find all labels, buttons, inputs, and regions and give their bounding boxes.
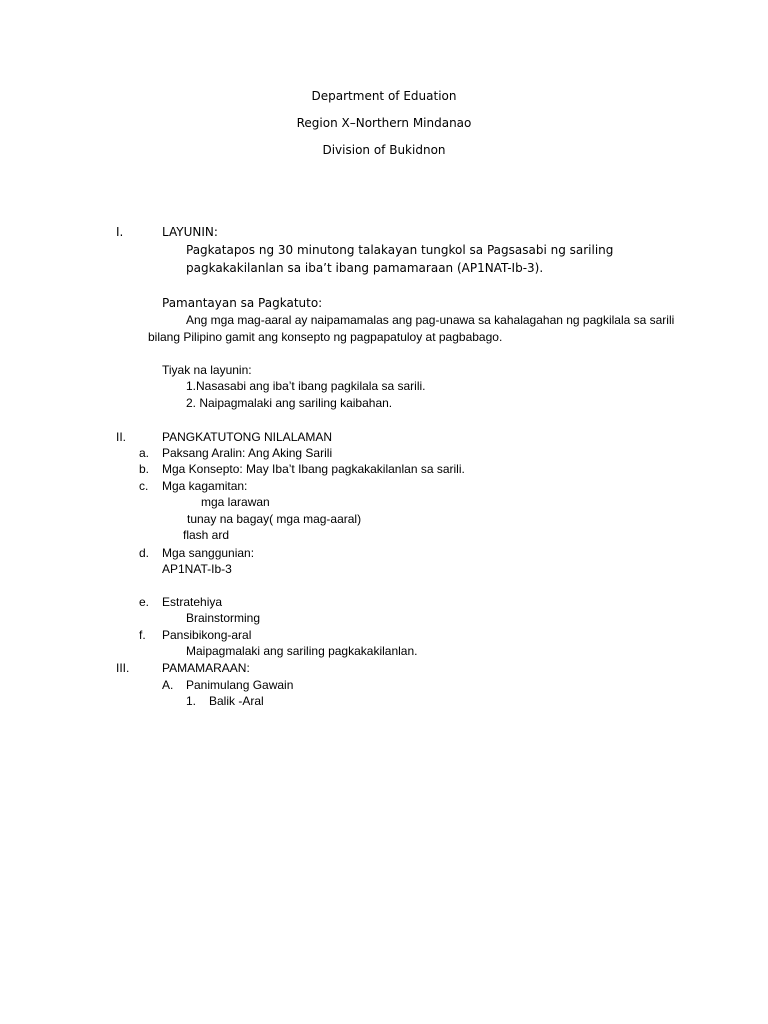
subject-matter: Paksang Aralin: Ang Aking Sarili (162, 446, 333, 460)
references-heading: Mga sanggunian: (162, 546, 255, 560)
strategy-value: Brainstorming (186, 611, 261, 625)
list-marker-f: f. (139, 628, 146, 642)
region-heading: Region X–Northern Mindanao (296, 116, 472, 130)
section-1-title: LAYUNIN: (162, 225, 218, 239)
specific-objective-item: 1.Nasasabi ang iba’t ibang pagkilala sa sarili. (186, 379, 426, 393)
review-item: Balik -Aral (209, 694, 264, 708)
civic-lesson-heading: Pansibikong-aral (162, 628, 252, 642)
division-heading: Division of Bukidnon (322, 143, 446, 157)
list-marker-A: A. (162, 678, 174, 692)
specific-objective-item: 2. Naipagmalaki ang sariling kaibahan. (186, 396, 393, 410)
list-marker-a: a. (139, 446, 150, 460)
material-item: flash ard (183, 528, 230, 542)
list-marker-b: b. (139, 462, 150, 476)
concepts: Mga Konsepto: May Iba’t Ibang pagkakakilanlan sa sarili. (162, 462, 465, 476)
section-3-title: PAMAMARAAN: (162, 661, 250, 675)
civic-lesson-value: Maipagmalaki ang sariling pagkakakilanlan. (186, 644, 418, 658)
objective-line-1: Pagkatapos ng 30 minutong talakayan tungkol sa Pagsasabi ng sariling (186, 243, 614, 257)
preliminary-activity: Panimulang Gawain (186, 678, 294, 692)
section-2-numeral: II. (116, 430, 127, 444)
list-marker-c: c. (139, 479, 149, 493)
department-heading: Department of Eduation (311, 89, 457, 103)
section-3-numeral: III. (116, 661, 130, 675)
list-marker-d: d. (139, 546, 150, 560)
standard-line-2: bilang Pilipino gamit ang konsepto ng pagpapatuloy at pagbabago. (148, 330, 503, 344)
specific-objectives-heading: Tiyak na layunin: (162, 363, 252, 377)
standard-heading: Pamantayan sa Pagkatuto: (162, 296, 323, 310)
section-1-numeral: I. (116, 225, 124, 239)
strategy-heading: Estratehiya (162, 595, 223, 609)
objective-line-2: pagkakakilanlan sa iba’t ibang pamamaraan (AP1NAT-Ib-3). (186, 261, 544, 275)
list-marker-1: 1. (186, 694, 197, 708)
material-item: mga larawan (201, 495, 270, 509)
section-2-title: PANGKATUTONG NILALAMAN (162, 430, 333, 444)
standard-line-1: Ang mga mag-aaral ay naipamamalas ang pag-unawa sa kahalagahan ng pagkilala sa sarili (186, 313, 675, 327)
material-item: tunay na bagay( mga mag-aaral) (187, 512, 362, 526)
materials-heading: Mga kagamitan: (162, 479, 248, 493)
reference-code: AP1NAT-Ib-3 (162, 562, 232, 576)
list-marker-e: e. (139, 595, 150, 609)
